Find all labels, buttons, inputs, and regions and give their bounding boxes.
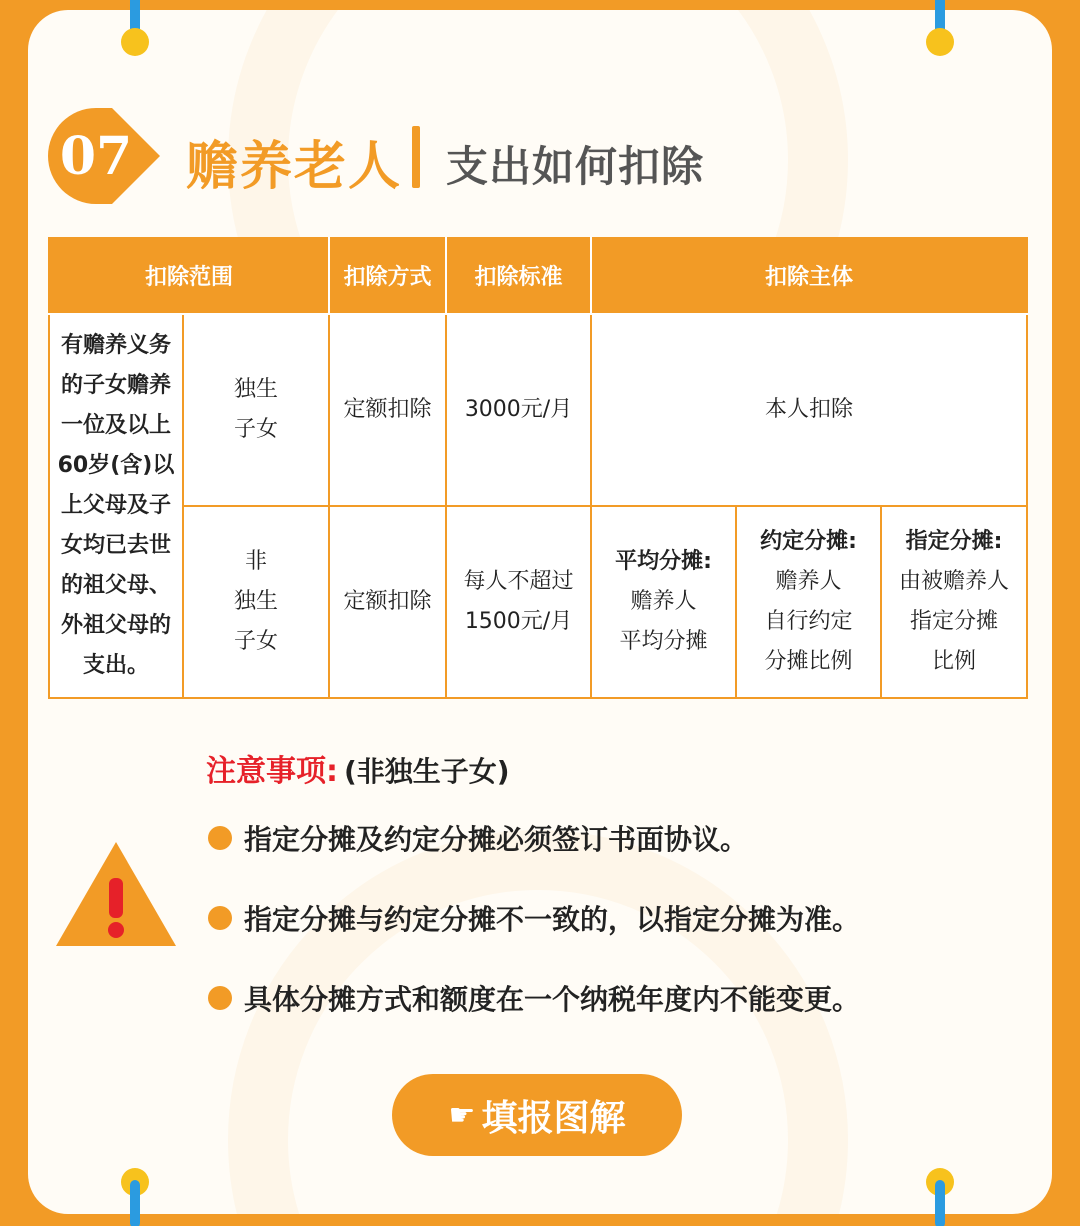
subject-title: 指定分摊: <box>905 529 1003 554</box>
subject-desc: 赡养人 自行约定 分摊比例 <box>764 569 853 674</box>
method-cell: 定额扣除 <box>329 314 446 506</box>
notes-title: 注意事项: <box>206 754 338 789</box>
warning-triangle-icon <box>56 842 176 946</box>
subject-desc: 赡养人 平均分摊 <box>619 589 708 654</box>
deduction-table <box>48 237 1028 699</box>
pin-top-left <box>121 28 149 56</box>
header-standard: 扣除标准 <box>446 237 591 314</box>
note-item <box>208 818 748 858</box>
notes-heading <box>206 746 510 790</box>
method-cell: 定额扣除 <box>329 506 446 698</box>
note-text: 具体分摊方式和额度在一个纳税年度内不能变更。 <box>244 983 861 1016</box>
table-row <box>49 506 1027 698</box>
filing-guide-button[interactable] <box>392 1074 682 1156</box>
pin-clip-bottom-left <box>130 1180 140 1226</box>
standard-cell: 每人不超过 1500元/月 <box>446 506 591 698</box>
subject-cell-designated <box>881 506 1027 698</box>
section-number-badge <box>48 108 160 204</box>
type-cell: 非 独生 子女 <box>183 506 329 698</box>
header-scope: 扣除范围 <box>49 237 329 314</box>
subject-cell-agreed <box>736 506 881 698</box>
page-subtitle: 支出如何扣除 <box>446 142 705 191</box>
notes-title-paren: (非独生子女) <box>344 755 510 788</box>
note-item <box>208 898 860 938</box>
table-header-row <box>49 237 1027 314</box>
pin-clip-bottom-right <box>935 1180 945 1226</box>
bullet-dot-icon <box>208 826 232 850</box>
note-item <box>208 978 860 1018</box>
table-row <box>49 314 1027 506</box>
bullet-dot-icon <box>208 906 232 930</box>
watermark-circle-bottom <box>228 830 848 1214</box>
note-text: 指定分摊及约定分摊必须签订书面协议。 <box>244 823 749 856</box>
subject-desc: 由被赡养人 指定分摊 比例 <box>899 569 1010 674</box>
bullet-dot-icon <box>208 986 232 1010</box>
subject-title: 约定分摊: <box>760 529 857 554</box>
standard-cell: 3000元/月 <box>446 314 591 506</box>
title-divider <box>412 126 420 188</box>
note-text: 指定分摊与约定分摊不一致的，以指定分摊为准。 <box>244 903 861 936</box>
filing-guide-label: 填报图解 <box>481 1097 626 1139</box>
subject-cell: 本人扣除 <box>591 314 1027 506</box>
pin-top-right <box>926 28 954 56</box>
header-method: 扣除方式 <box>329 237 446 314</box>
type-cell: 独生 子女 <box>183 314 329 506</box>
header-subject: 扣除主体 <box>591 237 1027 314</box>
scope-cell: 有赡养义务的子女赡养一位及以上60岁(含)以上父母及子女均已去世的祖父母、外祖父母的支出。 <box>49 314 183 698</box>
subject-cell-average <box>591 506 736 698</box>
pointing-hand-icon: ☛ <box>448 1097 476 1133</box>
page-title: 赡养老人 <box>186 137 403 197</box>
section-number: 07 <box>59 125 133 187</box>
subject-title: 平均分摊: <box>615 549 712 574</box>
